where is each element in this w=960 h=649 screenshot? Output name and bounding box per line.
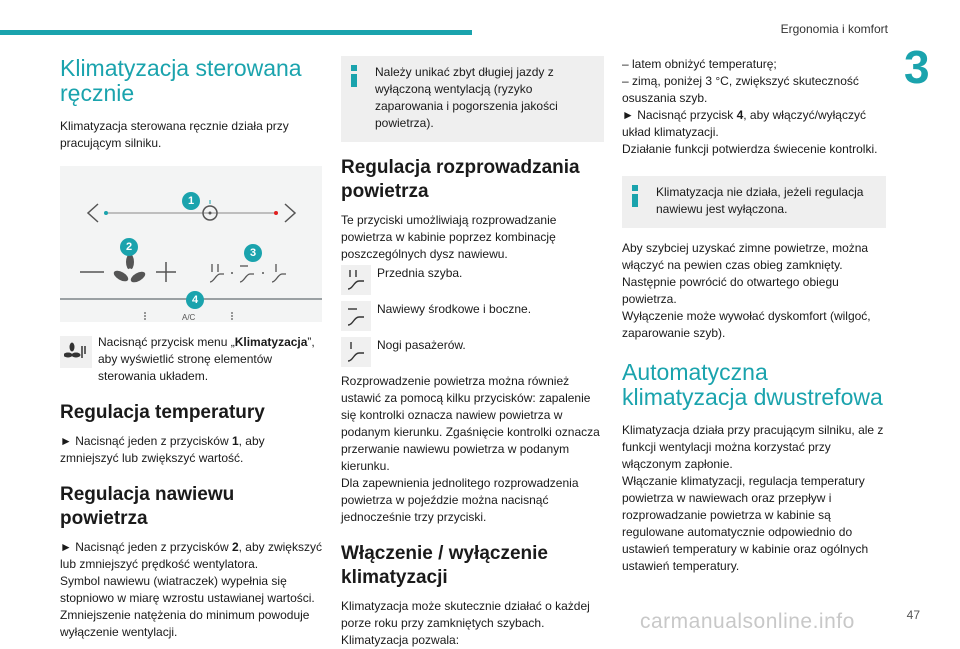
fan-text-2: Symbol nawiewu (wiatraczek) wypełnia się stopniowo w miarę wzrostu ustawianej wartości. [60,574,315,605]
info-icon [632,185,638,207]
fan-icon [112,254,147,284]
onoff-text-1: Klimatyzacja może skutecznie działać o każdej porze roku przy zamkniętych szybach. [341,599,590,630]
distribution-heading: Regulacja rozprowadzania powietrza [341,157,580,202]
onoff-text-2: Klimatyzacja pozwala: [341,633,460,647]
chapter-number: 3 [904,41,930,93]
auto-ac-text-1: Klimatyzacja działa przy pracującym silniku, ale z funkcji wentylacji można korzystać przy włączonym zapłonie. [622,423,884,471]
manual-ac-heading: Klimatyzacja sterowana ręcznie [60,55,302,106]
distribution-text-2: Dla zapewnienia jednolitego rozprowadzenia powietrza w pojeździe można nacisnąć jednocześnie trzy przyciski. [341,476,579,524]
distribution-intro: Te przyciski umożliwiają rozprowadzanie powietrza w kabinie poprzez kombinację poszczególnych dysz nawiewu. [341,213,557,261]
column-1 [60,56,322,641]
badge-1: 1 [182,192,200,210]
temperature-text: ► Nacisnąć jeden z przycisków 1, aby zmniejszyć lub zwiększyć wartość. [60,434,265,465]
badge-4: 4 [186,291,204,309]
info-note-fan-off: Klimatyzacja nie działa, jeżeli regulacja nawiewu jest wyłączona. [622,176,886,228]
auto-ac-heading: Automatyczna klimatyzacja dwustrefowa [622,359,883,410]
windscreen-airflow-icon [210,264,224,282]
cold-air-text-2: Wyłączenie może wywołać dyskomfort (wilgoć, zaparowanie szyb). [622,309,871,340]
chevron-right-icon [285,204,295,222]
face-airflow-icon [240,266,254,282]
cold-air-text-1: Aby szybciej uzyskać zimne powietrze, można włączyć na pewien czas obieg zamknięty. Następnie powrócić do otwartego obiegu powietrza. [622,241,869,306]
fan-text-3: Zmniejszenie natężenia do minimum powoduje wyłączenie wentylacji. [60,608,310,639]
section-title: Ergonomia i komfort [780,22,888,36]
feet-airflow-icon [272,264,286,282]
fan-heading: Regulacja nawiewu powietrza [60,484,235,529]
info-icon [351,65,357,87]
manual-ac-intro: Klimatyzacja sterowana ręcznie działa przy pracującym silniku. [60,119,289,150]
distribution-item-windscreen: Przednia szyba. [341,265,604,295]
feet-airflow-icon [341,337,371,367]
distribution-item-feet: Nogi pasażerów. [341,337,604,367]
fan-text-1: ► Nacisnąć jeden z przycisków 2, aby zwiększyć lub zmniejszyć prędkość wentylatora. [60,540,322,571]
confirm-text: Działanie funkcji potwierdza świecenie kontrolki. [622,142,878,156]
watermark: carmanualsonline.info [640,610,855,633]
chevron-left-icon [88,204,98,222]
fan-menu-icon [60,336,92,368]
badge-3: 3 [244,244,262,262]
page-number: 47 [906,608,920,622]
list-item-winter: – zimą, poniżej 3 °C, zwiększyć skuteczność osuszania szyb. [622,74,859,105]
column-2 [341,56,604,649]
onoff-heading: Włączenie / wyłączenie klimatyzacji [341,543,548,588]
column-3 [622,56,886,575]
control-panel-illustration [60,166,322,322]
menu-note: Nacisnąć przycisk menu „Klimatyzacja”, aby wyświetlić stronę elementów sterowania układem. [60,334,322,385]
face-airflow-icon [341,301,371,331]
temperature-heading: Regulacja temperatury [60,402,265,423]
distribution-item-face: Nawiewy środkowe i boczne. [341,301,604,331]
auto-ac-text-2: Włączanie klimatyzacji, regulacja temperatury powietrza w nawiewach oraz przepływ i rozprowadzanie powietrza w kabinie są regulowane automatycznie odpowiednio do ustawień temperatury w kabinie oraz ogólnych ustawień temperatury. [622,474,869,573]
ac-label: A/C [182,313,196,322]
distribution-text-1: Rozprowadzenie powietrza można również ustawić za pomocą kilku przycisków: zapalenie się kontrolki oznacza nawiew powietrza w podanym kierunku. Zgaśnięcie kontrolki oznacza przerwanie nawiewu powietrza w podanym kierunku. [341,374,600,473]
press-button-4: ► Nacisnąć przycisk 4, aby włączyć/wyłączyć układ klimatyzacji. [622,108,866,139]
info-note-ventilation: Należy unikać zbyt długiej jazdy z wyłączoną wentylacją (ryzyko zaparowania i pogorszenia jakości powietrza). [341,56,604,142]
list-item-summer: – latem obniżyć temperaturę; [622,57,777,71]
windscreen-airflow-icon [341,265,371,295]
badge-2: 2 [120,238,138,256]
header-accent-bar [0,30,472,35]
